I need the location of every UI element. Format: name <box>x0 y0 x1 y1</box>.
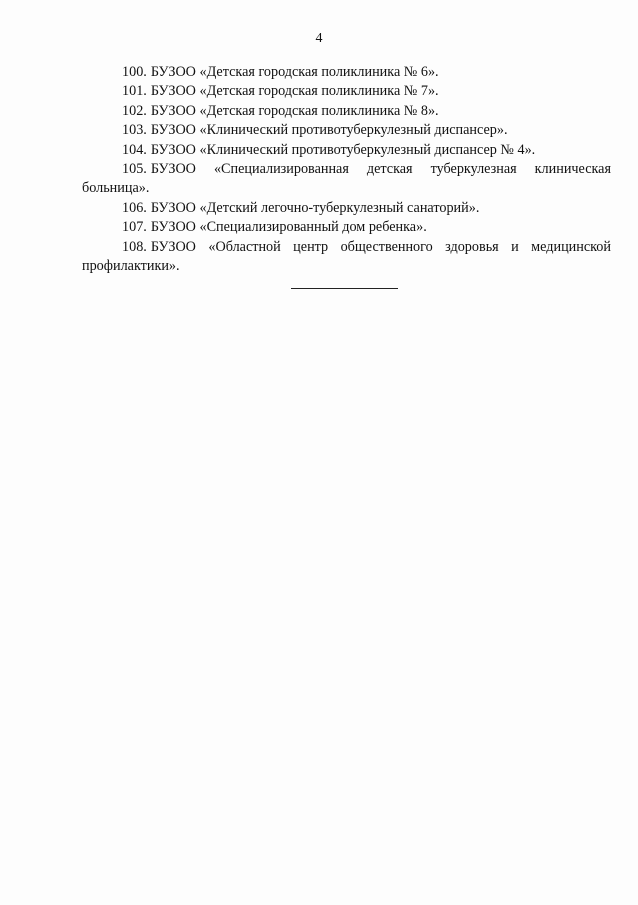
item-number: 107. <box>122 219 147 236</box>
item-number: 101. <box>122 83 147 100</box>
list-item <box>82 199 611 218</box>
item-text: БУЗОО «Детский легочно-туберкулезный санаторий». <box>150 199 480 216</box>
list-item <box>82 102 611 121</box>
list-item <box>82 63 611 82</box>
list-item <box>82 218 611 237</box>
item-number: 108. <box>122 238 147 255</box>
item-number: 104. <box>122 141 147 158</box>
list-item <box>82 121 611 140</box>
list-item <box>82 82 611 101</box>
end-of-list-rule <box>291 288 398 289</box>
item-number: 103. <box>122 122 147 139</box>
item-text: БУЗОО «Детская городская поликлиника № 6». <box>150 64 439 80</box>
item-text: БУЗОО «Специализированная детская туберкулезная клиническая больница». <box>82 161 611 197</box>
item-text: БУЗОО «Областной центр общественного здоровья и медицинской профилактики». <box>82 238 611 275</box>
item-text: БУЗОО «Детская городская поликлиника № 8». <box>150 102 439 119</box>
item-text: БУЗОО «Детская городская поликлиника № 7». <box>150 83 439 100</box>
item-text: БУЗОО «Специализированный дом ребенка». <box>150 219 427 236</box>
item-number: 102. <box>122 102 147 119</box>
item-number: 100. <box>122 64 147 80</box>
item-number: 106. <box>122 199 147 216</box>
institution-list <box>82 63 611 276</box>
list-item <box>82 141 611 160</box>
page-number: 4 <box>315 31 323 46</box>
item-text: БУЗОО «Клинический противотуберкулезный диспансер». <box>150 122 508 139</box>
list-item <box>82 238 611 277</box>
item-text: БУЗОО «Клинический противотуберкулезный диспансер № 4». <box>150 141 536 158</box>
item-number: 105. <box>122 161 147 178</box>
list-item <box>82 160 611 199</box>
